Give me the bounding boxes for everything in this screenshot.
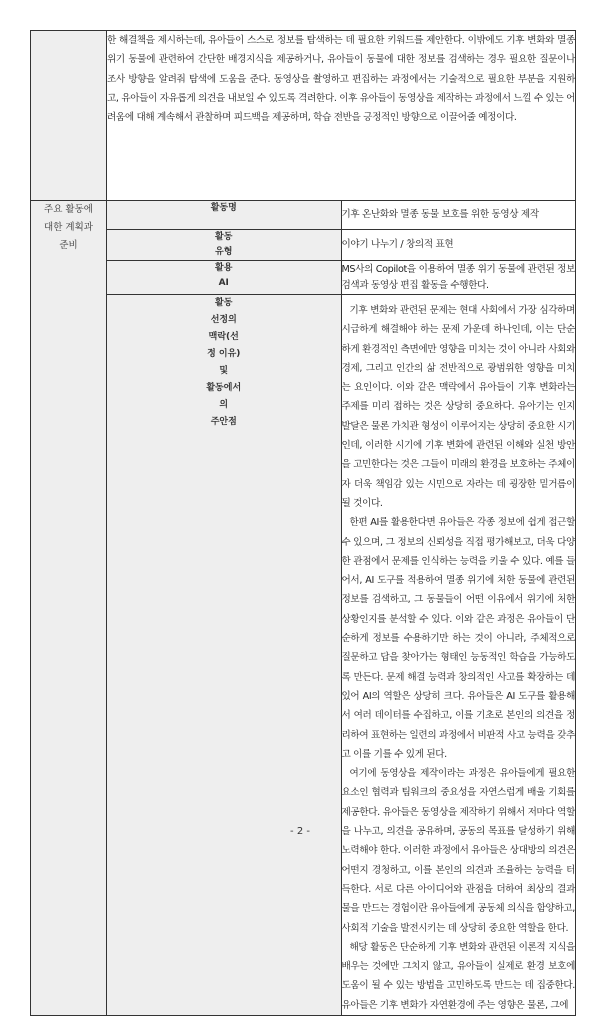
ai-tool-row xyxy=(31,261,576,295)
reason-paragraph-4: 해당 활동은 단순하게 기후 변화와 관련된 이론적 지식을 배우는 것에만 그치지 않고, 유아들이 실제로 환경 보호에 도움이 될 수 있는 방법을 고민하도록 만드는 데 집중한다. 유아들은 기후 변화가 자연환경에 주는 영향은 물론, 그에 xyxy=(341,941,575,1011)
plan-table xyxy=(30,30,576,1016)
reason-text-cell xyxy=(341,295,576,1016)
reason-row xyxy=(31,295,576,1016)
activity-name-row xyxy=(31,201,576,230)
activity-type-label: 활동 유형 xyxy=(215,232,233,257)
activity-name-label-cell xyxy=(107,201,342,230)
ai-tool-label-cell xyxy=(107,261,342,295)
activity-type-value-cell xyxy=(341,230,576,261)
reason-label: 활동 선정의 맥락(선 정 이유) 및 활동에서 의 주안점 xyxy=(206,298,242,427)
section-label-cell xyxy=(31,201,107,1016)
ai-tool-value: MS사의 Copilot을 이용하여 멸종 위기 동물에 관련된 정보 검색과 동영상 편집 활동을 수행한다. xyxy=(341,263,575,291)
section-label: 주요 활동에 대한 계획과 준비 xyxy=(44,204,93,251)
activity-name-value: 기후 온난화와 멸종 동물 보호를 위한 동영상 제작 xyxy=(341,209,539,221)
reason-paragraph-1: 기후 변화와 관련된 문제는 현대 사회에서 가장 심각하며 시급하게 해결해야 하는 문제 가운데 하나인데, 이는 단순하게 환경적인 측면에만 영향을 미치는 것이 아니라 사회와 경제, 그리고 인간의 삶 전반적으로 광범위한 영향을 미치는 요인이다. 이와 같은 맥락에서 유아들이 기후 변화라는 주제를 미리 접하는 것은 상당히 중요하다. 유아기는 인지 발달은 물론 가치관 형성이 이루어지는 상당히 중요한 시기인데, 이러한 시기에 기후 변화에 관련된 이해와 실천 방안을 고민한다는 것은 그들이 미래의 환경을 보호하는 주체이자 더욱 책임감 있는 시민으로 자라는 데 굉장한 밑거름이 될 것이다. xyxy=(341,305,575,509)
top-row-label-cell xyxy=(31,31,107,201)
reason-label-cell xyxy=(107,295,342,1016)
top-row-text-cell xyxy=(107,31,576,201)
activity-type-row xyxy=(31,230,576,261)
activity-name-value-cell xyxy=(341,201,576,230)
top-row xyxy=(31,31,576,201)
reason-paragraph-2: 한편 AI를 활용한다면 유아들은 각종 정보에 쉽게 접근할 수 있으며, 그 정보의 신뢰성을 직접 평가해보고, 더욱 다양한 관점에서 문제를 인식하는 능력을 키울 수 있다. 예를 들어서, AI 도구를 적용하여 멸종 위기에 처한 동물에 관련된 정보를 검색하고, 그 동물들이 어떤 이유에서 위기에 처한 상황인지를 분석할 수 있다. 이와 같은 과정은 유아들이 단순하게 정보를 수용하기만 하는 것이 아니라, 주체적으로 질문하고 답을 찾아가는 형태인 능동적인 학습을 가능하도록 만든다. 문제 해결 능력과 창의적인 사고를 확장하는 데 있어 AI의 역할은 상당히 크다. 유아들은 AI 도구를 활용해서 여러 데이터를 수집하고, 이를 기초로 본인의 의견을 정리하여 표현하는 일련의 과정에서 비판적 사고 능력을 갖추고 이를 기를 수 있게 된다. xyxy=(341,517,575,760)
top-block-text: 한 해결책을 제시하는데, 유아들이 스스로 정보를 탐색하는 데 필요한 키워드를 제안한다. 이밖에도 기후 변화와 멸종 위기 동물에 관련하여 간단한 배경지식을 제공하거나, 유아들이 동물에 대한 정보를 검색하는 경우 필요한 질문이나 조사 방향을 알려줘 탐색에 도움을 준다. 동영상을 촬영하고 편집하는 과정에서는 기술적으로 필요한 부분을 지원하고, 유아들이 자유롭게 의견을 내보일 수 있도록 격려한다. 이후 유아들이 동영상을 제작하는 과정에서 느낄 수 있는 어려움에 대해 계속해서 관찰하며 피드백을 제공하며, 학습 전반을 긍정적인 방향으로 이끌어줄 예정이다. xyxy=(107,35,575,124)
ai-tool-label: 활용 AI xyxy=(215,263,233,288)
activity-name-label: 활동명 xyxy=(210,203,237,213)
activity-type-label-cell xyxy=(107,230,342,261)
reason-paragraph-3: 여기에 동영상을 제작이라는 과정은 유아들에게 필요한 요소인 협력과 팀워크의 중요성을 자연스럽게 배울 기회를 제공한다. 유아들은 동영상을 제작하기 위해서 저마다 역할을 나누고, 의견을 공유하며, 공동의 목표를 달성하기 위해 노력해야 한다. 이러한 과정에서 유아들은 상대방의 의견은 어떤지 경청하고, 이를 본인의 의견과 조율하는 능력을 터득한다. 서로 다른 아이디어와 관점을 더하여 최상의 결과물을 만드는 경험이란 유아들에게 공동체 의식을 함양하고, 사회적 기술을 발전시키는 데 상당히 중요한 역할을 한다. xyxy=(341,768,575,934)
activity-type-value: 이야기 나누기 / 창의적 표현 xyxy=(341,239,454,251)
ai-tool-value-cell xyxy=(341,261,576,295)
page-number: - 2 - xyxy=(290,826,310,837)
